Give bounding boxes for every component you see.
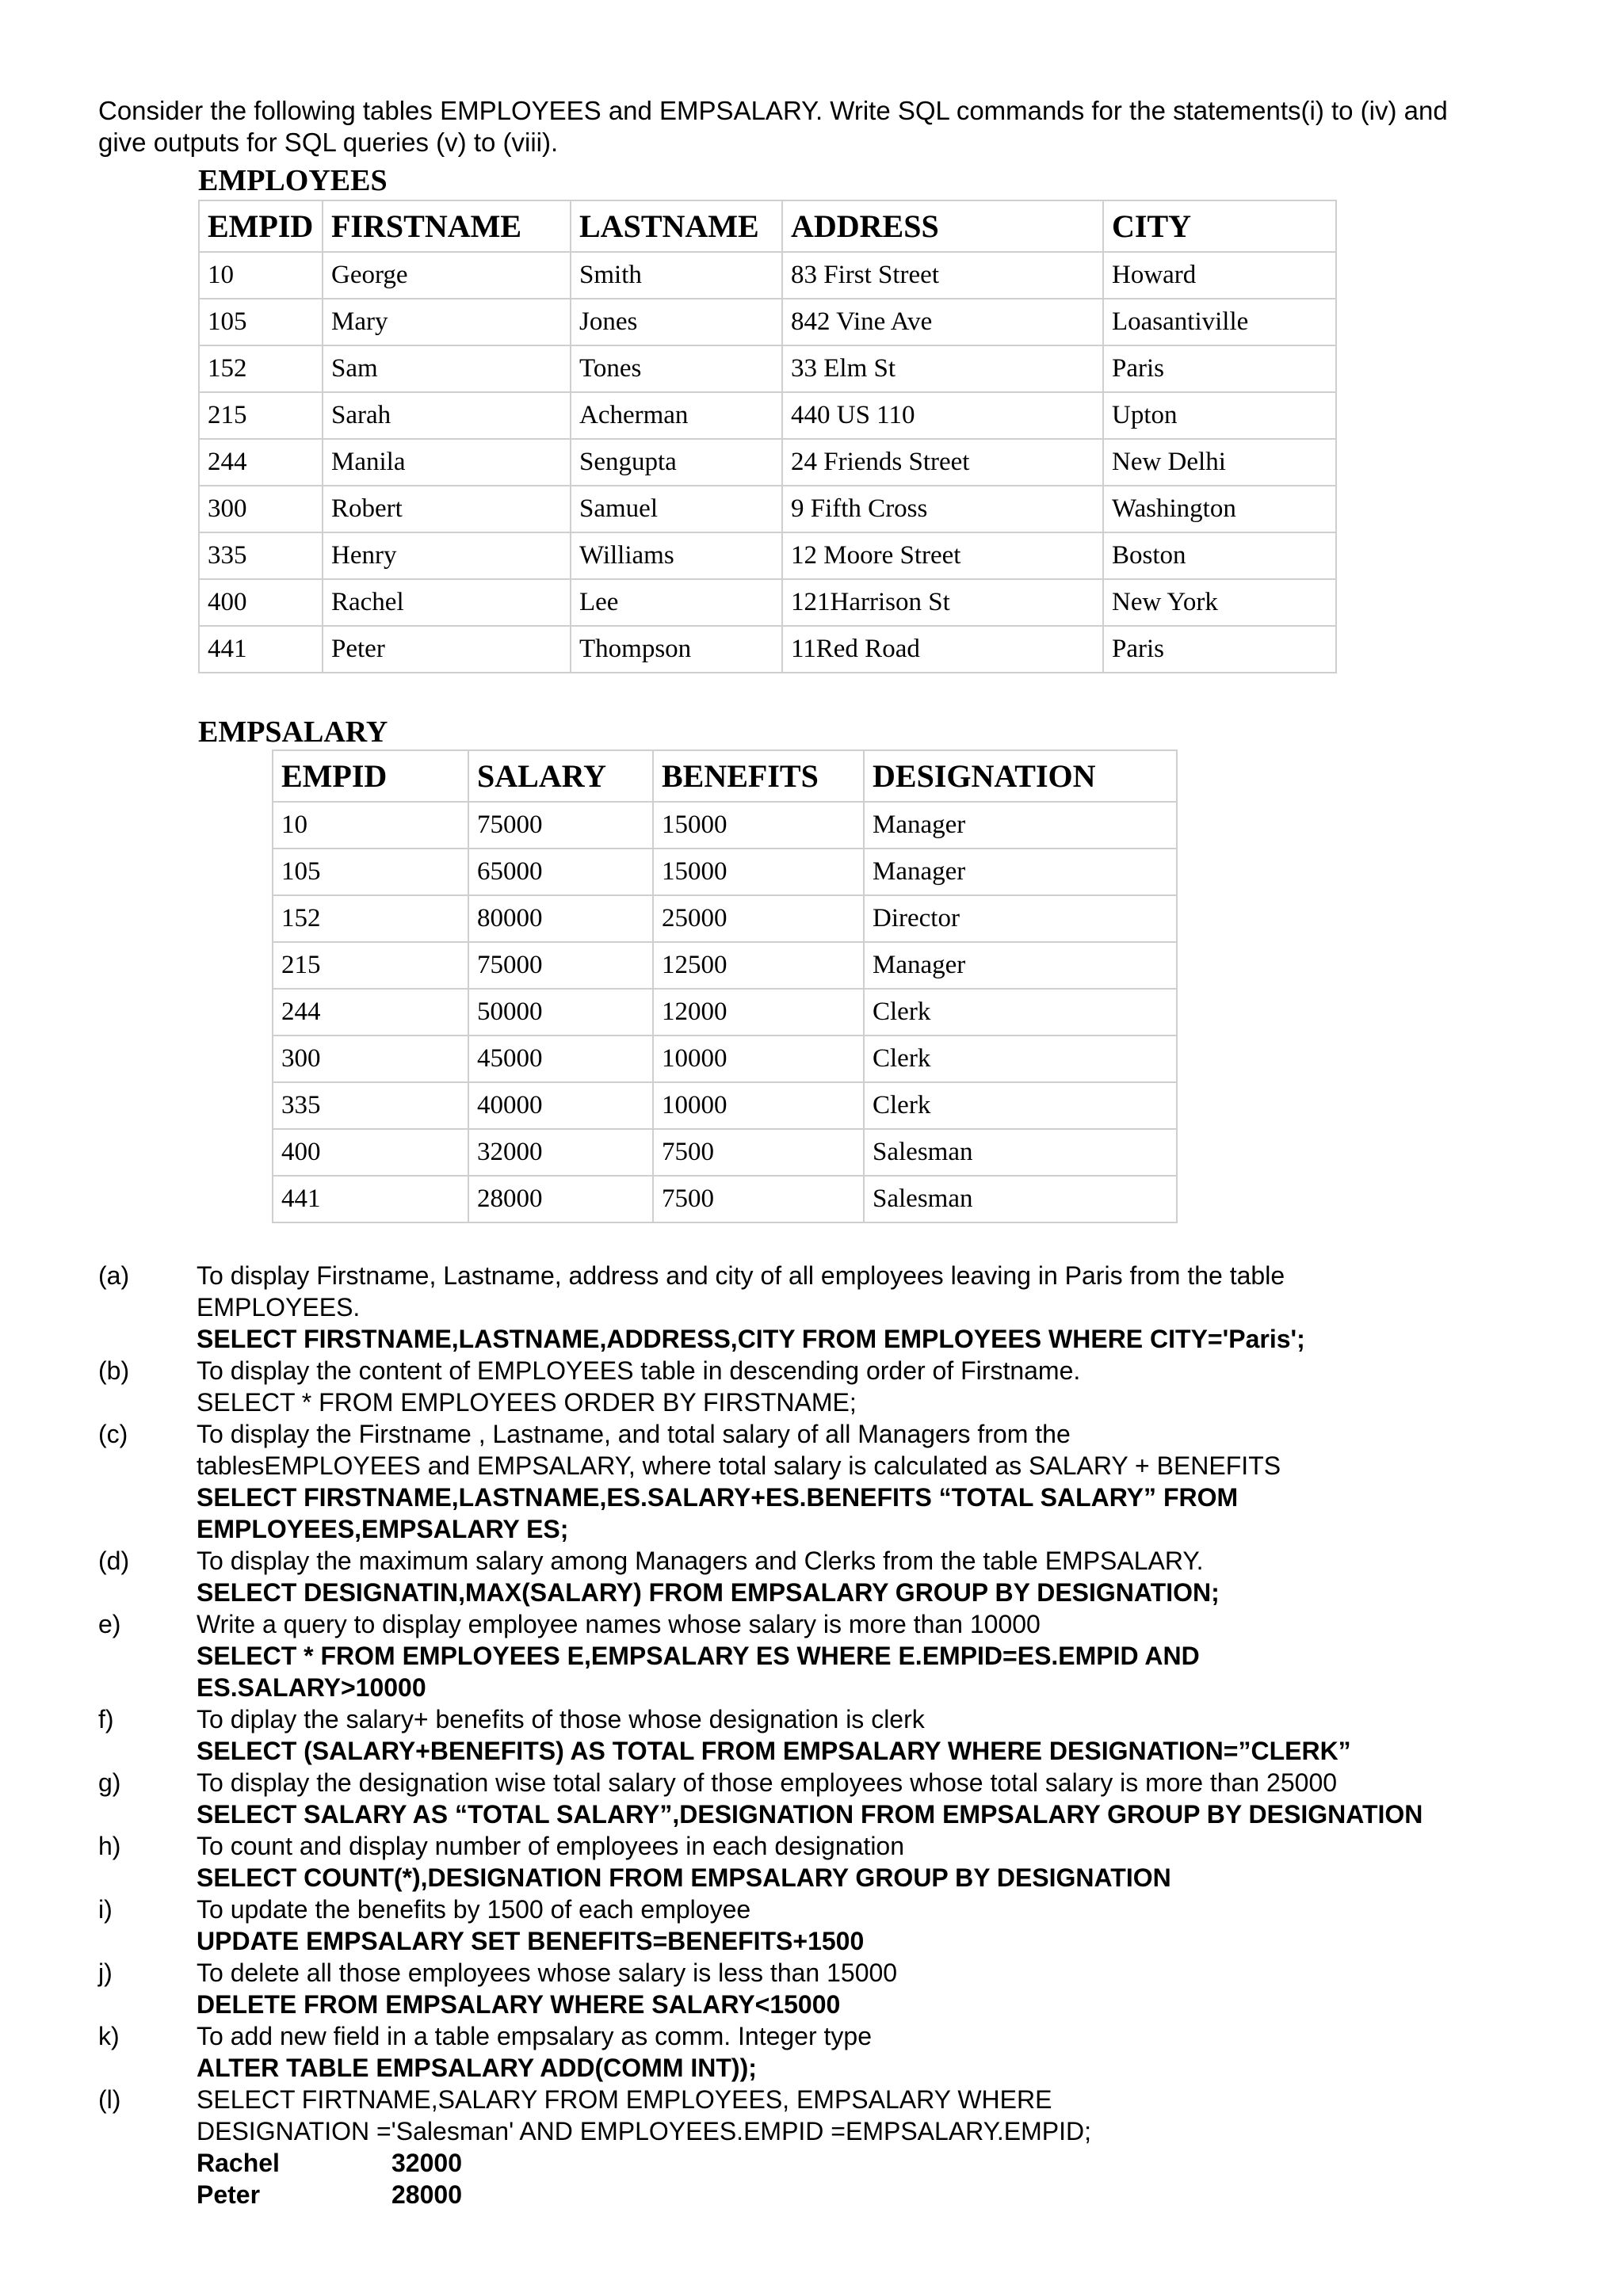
table-cell: Mary <box>323 299 571 345</box>
table-cell: Paris <box>1103 626 1336 673</box>
question-text-line: To display the maximum salary among Managers and Clerks from the table EMPSALARY. <box>197 1547 1204 1575</box>
table-cell: 12000 <box>653 989 864 1035</box>
question-text-line: To display the designation wise total salary of those employees whose total salary is more than 25000 <box>197 1768 1338 1797</box>
employees-row <box>199 486 1336 532</box>
intro-text <box>98 95 1541 158</box>
column-header: LASTNAME <box>571 200 782 252</box>
employees-table-title: EMPLOYEES <box>198 164 388 197</box>
empsalary-table-title: EMPSALARY <box>198 715 388 749</box>
question-body <box>197 1894 1604 1957</box>
question-text-line: To delete all those employees whose salary is less than 15000 <box>197 1958 898 1987</box>
employees-table <box>198 200 1337 673</box>
table-cell: Salesman <box>864 1129 1177 1176</box>
question-label: (a) <box>98 1261 130 1290</box>
question-item <box>98 2020 1604 2084</box>
result-salary: 32000 <box>391 2149 462 2177</box>
table-cell: 32000 <box>468 1129 653 1176</box>
table-cell: 121Harrison St <box>782 579 1103 626</box>
sql-answer-line: ALTER TABLE EMPSALARY ADD(COMM INT)); <box>197 2054 757 2082</box>
table-cell: Loasantiville <box>1103 299 1336 345</box>
table-cell: 11Red Road <box>782 626 1103 673</box>
question-label: e) <box>98 1610 121 1638</box>
question-item <box>98 1957 1604 2020</box>
question-body <box>197 1355 1604 1418</box>
table-cell: Manila <box>323 439 571 486</box>
employees-row <box>199 345 1336 392</box>
table-cell: 244 <box>199 439 323 486</box>
table-cell: Clerk <box>864 989 1177 1035</box>
table-cell: Thompson <box>571 626 782 673</box>
question-body <box>197 1830 1604 1894</box>
table-cell: 152 <box>273 895 468 942</box>
question-body <box>197 1957 1604 2020</box>
question-label: f) <box>98 1705 114 1733</box>
question-text-line: To display Firstname, Lastname, address and city of all employees leaving in Paris from the table <box>197 1261 1285 1290</box>
table-cell: Manager <box>864 849 1177 895</box>
column-header: EMPID <box>199 200 323 252</box>
table-cell: Director <box>864 895 1177 942</box>
table-cell: Lee <box>571 579 782 626</box>
table-cell: 335 <box>273 1082 468 1129</box>
table-cell: 215 <box>273 942 468 989</box>
table-cell: 400 <box>199 579 323 626</box>
column-header: ADDRESS <box>782 200 1103 252</box>
sql-answer-line: ES.SALARY>10000 <box>197 1673 426 1702</box>
result-row <box>197 2147 1604 2179</box>
table-cell: 33 Elm St <box>782 345 1103 392</box>
sql-answer-line: SELECT FIRSTNAME,LASTNAME,ADDRESS,CITY FROM EMPLOYEES WHERE CITY='Paris'; <box>197 1325 1305 1353</box>
table-cell: 10 <box>273 802 468 849</box>
question-text-line: SELECT * FROM EMPLOYEES ORDER BY FIRSTNAME; <box>197 1388 857 1417</box>
table-cell: 441 <box>199 626 323 673</box>
empsalary-header-row <box>273 750 1177 802</box>
question-body <box>197 2084 1604 2210</box>
table-cell: 300 <box>199 486 323 532</box>
table-cell: 15000 <box>653 849 864 895</box>
column-header: BENEFITS <box>653 750 864 802</box>
question-text-line: tablesEMPLOYEES and EMPSALARY, where total salary is calculated as SALARY + BENEFITS <box>197 1451 1281 1480</box>
table-cell: Manager <box>864 802 1177 849</box>
column-header: FIRSTNAME <box>323 200 571 252</box>
table-cell: Sam <box>323 345 571 392</box>
table-cell: Peter <box>323 626 571 673</box>
question-text-line: DESIGNATION ='Salesman' AND EMPLOYEES.EMPID =EMPSALARY.EMPID; <box>197 2117 1092 2145</box>
table-cell: Clerk <box>864 1035 1177 1082</box>
question-text-line: To add new field in a table empsalary as comm. Integer type <box>197 2022 872 2050</box>
question-label: (c) <box>98 1420 128 1448</box>
table-cell: Howard <box>1103 252 1336 299</box>
question-text-line: Write a query to display employee names whose salary is more than 10000 <box>197 1610 1041 1638</box>
table-cell: 105 <box>273 849 468 895</box>
empsalary-row <box>273 942 1177 989</box>
empsalary-row <box>273 989 1177 1035</box>
table-cell: 12 Moore Street <box>782 532 1103 579</box>
employees-row <box>199 392 1336 439</box>
table-cell: Robert <box>323 486 571 532</box>
intro-line-2: give outputs for SQL queries (v) to (viii). <box>98 128 559 157</box>
question-body <box>197 1703 1604 1767</box>
table-cell: 842 Vine Ave <box>782 299 1103 345</box>
question-body <box>197 1418 1604 1545</box>
question-body <box>197 1767 1604 1830</box>
question-label: (d) <box>98 1547 130 1575</box>
table-cell: 12500 <box>653 942 864 989</box>
question-text-line: To display the Firstname , Lastname, and total salary of all Managers from the <box>197 1420 1071 1448</box>
question-item <box>98 1894 1604 1957</box>
employees-row <box>199 299 1336 345</box>
result-salary: 28000 <box>391 2180 462 2209</box>
table-cell: Samuel <box>571 486 782 532</box>
empsalary-table <box>272 749 1178 1223</box>
question-item <box>98 1608 1604 1703</box>
table-cell: Acherman <box>571 392 782 439</box>
question-label: (l) <box>98 2085 121 2114</box>
question-body <box>197 1260 1604 1355</box>
table-cell: Williams <box>571 532 782 579</box>
question-text-line: To diplay the salary+ benefits of those whose designation is clerk <box>197 1705 925 1733</box>
empsalary-row <box>273 1129 1177 1176</box>
sql-answer-line: SELECT SALARY AS “TOTAL SALARY”,DESIGNATION FROM EMPSALARY GROUP BY DESIGNATION <box>197 1800 1423 1829</box>
employees-row <box>199 439 1336 486</box>
table-cell: 40000 <box>468 1082 653 1129</box>
table-cell: Upton <box>1103 392 1336 439</box>
table-cell: Henry <box>323 532 571 579</box>
table-cell: Sengupta <box>571 439 782 486</box>
result-name: Peter <box>197 2180 261 2209</box>
question-item <box>98 1767 1604 1830</box>
column-header: DESIGNATION <box>864 750 1177 802</box>
question-body <box>197 2020 1604 2084</box>
sql-answer-line: SELECT * FROM EMPLOYEES E,EMPSALARY ES WHERE E.EMPID=ES.EMPID AND <box>197 1642 1200 1670</box>
table-cell: 7500 <box>653 1176 864 1222</box>
table-cell: 15000 <box>653 802 864 849</box>
empsalary-row <box>273 849 1177 895</box>
table-cell: 105 <box>199 299 323 345</box>
question-text-line: SELECT FIRTNAME,SALARY FROM EMPLOYEES, EMPSALARY WHERE <box>197 2085 1052 2114</box>
result-name: Rachel <box>197 2149 280 2177</box>
question-item <box>98 1260 1604 1355</box>
empsalary-row <box>273 1035 1177 1082</box>
table-cell: 300 <box>273 1035 468 1082</box>
sql-answer-line: EMPLOYEES,EMPSALARY ES; <box>197 1515 569 1543</box>
question-item <box>98 1355 1604 1418</box>
question-item <box>98 1830 1604 1894</box>
table-cell: 7500 <box>653 1129 864 1176</box>
table-cell: 335 <box>199 532 323 579</box>
question-label: h) <box>98 1832 121 1860</box>
table-cell: 244 <box>273 989 468 1035</box>
table-cell: Manager <box>864 942 1177 989</box>
employees-row <box>199 532 1336 579</box>
table-cell: 10000 <box>653 1035 864 1082</box>
question-item <box>98 1418 1604 1545</box>
question-body <box>197 1545 1604 1608</box>
question-label: i) <box>98 1895 113 1924</box>
question-item <box>98 1545 1604 1608</box>
empsalary-row <box>273 1082 1177 1129</box>
question-text-line: To update the benefits by 1500 of each employee <box>197 1895 751 1924</box>
table-cell: 75000 <box>468 802 653 849</box>
question-text-line: To count and display number of employees in each designation <box>197 1832 905 1860</box>
table-cell: 83 First Street <box>782 252 1103 299</box>
result-row <box>197 2179 1604 2210</box>
table-cell: 215 <box>199 392 323 439</box>
employees-row <box>199 252 1336 299</box>
employees-row <box>199 626 1336 673</box>
table-cell: 25000 <box>653 895 864 942</box>
employees-row <box>199 579 1336 626</box>
table-cell: Rachel <box>323 579 571 626</box>
table-cell: 400 <box>273 1129 468 1176</box>
sql-answer-line: SELECT DESIGNATIN,MAX(SALARY) FROM EMPSALARY GROUP BY DESIGNATION; <box>197 1578 1220 1607</box>
table-cell: George <box>323 252 571 299</box>
empsalary-row <box>273 1176 1177 1222</box>
table-cell: Clerk <box>864 1082 1177 1129</box>
table-cell: 50000 <box>468 989 653 1035</box>
table-cell: New York <box>1103 579 1336 626</box>
table-cell: Smith <box>571 252 782 299</box>
column-header: CITY <box>1103 200 1336 252</box>
employees-header-row <box>199 200 1336 252</box>
table-cell: 28000 <box>468 1176 653 1222</box>
question-text-line: EMPLOYEES. <box>197 1293 361 1322</box>
column-header: SALARY <box>468 750 653 802</box>
table-cell: 152 <box>199 345 323 392</box>
empsalary-row <box>273 895 1177 942</box>
table-cell: 65000 <box>468 849 653 895</box>
question-label: (b) <box>98 1356 130 1385</box>
table-cell: 80000 <box>468 895 653 942</box>
table-cell: Jones <box>571 299 782 345</box>
table-cell: New Delhi <box>1103 439 1336 486</box>
table-cell: Sarah <box>323 392 571 439</box>
table-cell: 10000 <box>653 1082 864 1129</box>
question-label: j) <box>98 1958 113 1987</box>
question-item <box>98 2084 1604 2210</box>
table-cell: 9 Fifth Cross <box>782 486 1103 532</box>
question-item <box>98 1703 1604 1767</box>
intro-line-1: Consider the following tables EMPLOYEES and EMPSALARY. Write SQL commands for the statements(i) to (iv) and <box>98 96 1448 125</box>
table-cell: Tones <box>571 345 782 392</box>
table-cell: 441 <box>273 1176 468 1222</box>
column-header: EMPID <box>273 750 468 802</box>
sql-answer-line: UPDATE EMPSALARY SET BENEFITS=BENEFITS+1500 <box>197 1927 865 1955</box>
table-cell: 440 US 110 <box>782 392 1103 439</box>
table-cell: Salesman <box>864 1176 1177 1222</box>
table-cell: Washington <box>1103 486 1336 532</box>
table-cell: 10 <box>199 252 323 299</box>
table-cell: Boston <box>1103 532 1336 579</box>
question-text-line: To display the content of EMPLOYEES table in descending order of Firstname. <box>197 1356 1081 1385</box>
sql-answer-line: SELECT (SALARY+BENEFITS) AS TOTAL FROM EMPSALARY WHERE DESIGNATION=”CLERK” <box>197 1737 1351 1765</box>
sql-answer-line: SELECT COUNT(*),DESIGNATION FROM EMPSALARY GROUP BY DESIGNATION <box>197 1863 1171 1892</box>
table-cell: Paris <box>1103 345 1336 392</box>
empsalary-row <box>273 802 1177 849</box>
question-list <box>98 1260 1604 2210</box>
table-cell: 24 Friends Street <box>782 439 1103 486</box>
question-label: k) <box>98 2022 120 2050</box>
sql-answer-line: SELECT FIRSTNAME,LASTNAME,ES.SALARY+ES.BENEFITS “TOTAL SALARY” FROM <box>197 1483 1239 1512</box>
sql-answer-line: DELETE FROM EMPSALARY WHERE SALARY<15000 <box>197 1990 841 2019</box>
table-cell: 45000 <box>468 1035 653 1082</box>
table-cell: 75000 <box>468 942 653 989</box>
question-label: g) <box>98 1768 121 1797</box>
question-body <box>197 1608 1604 1703</box>
